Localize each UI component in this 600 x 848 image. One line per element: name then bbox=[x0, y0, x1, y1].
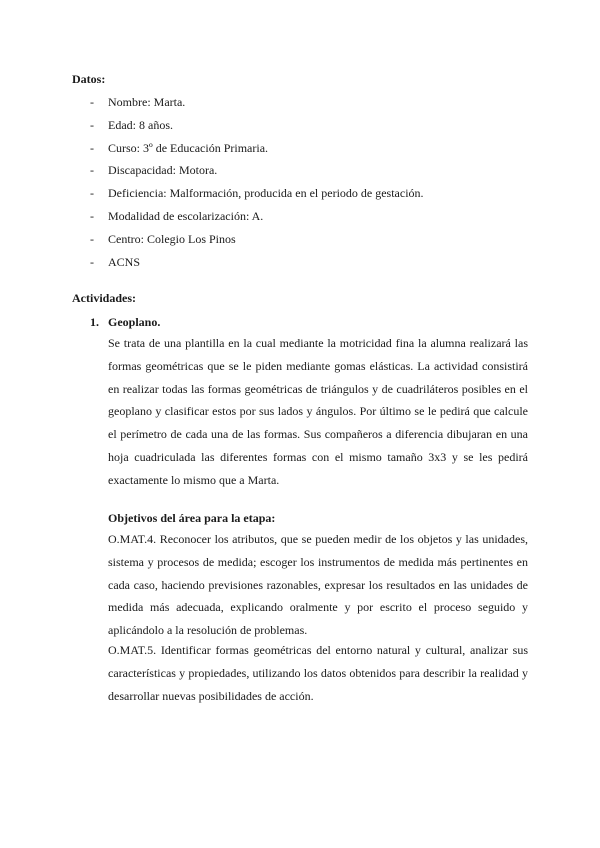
objetivo-omat4: O.MAT.4. Reconocer los atributos, que se pueden medir de los objetos y las unidades, sistema y procesos de medida; escoger los instrumentos de medida más pertinentes en cada caso, haciendo previsiones razonables, expresar los resultados en las unidades de medida más adecuada, explicando oralmente y por escrito el proceso seguido y aplicándolo a la resolución de problemas. bbox=[108, 532, 528, 638]
list-item-text: Modalidad de escolarización: A. bbox=[108, 208, 264, 223]
objetivos-heading: Objetivos del área para la etapa: bbox=[108, 511, 276, 525]
list-item-text: Edad: 8 años. bbox=[108, 117, 173, 132]
list-item-text: Nombre: Marta. bbox=[108, 95, 186, 109]
list-dash: - bbox=[90, 254, 94, 269]
list-item-text: ACNS bbox=[108, 254, 141, 269]
datos-heading: Datos: bbox=[72, 72, 106, 86]
list-item bbox=[90, 95, 424, 118]
objetivo-omat5: O.MAT.5. Identificar formas geométricas del entorno natural y cultural, analizar sus características y propiedades, utilizando los datos obtenidos para describir la realidad y desarrollar nuevas posibilidades de acción. bbox=[108, 643, 528, 703]
datos-list bbox=[90, 95, 424, 277]
list-item bbox=[90, 186, 424, 209]
list-item bbox=[90, 141, 424, 164]
activity-description: Se trata de una plantilla en la cual mediante la motricidad fina la alumna realizará las formas geométricas que se le piden mediante gomas elásticas. La actividad consistirá en realizar todas las formas geométricas de triángulos y de cuadriláteros posibles en el geoplano y clasificar estos por sus lados y ángulos. Por último se le pedirá que calcule el perímetro de cada una de las formas. Sus compañeros a diferencia dibujaran en una hoja cuadriculada las diferentes formas con el mismo tamaño 3x3 y se les pedirá exactamente lo mismo que a Marta. bbox=[108, 336, 528, 487]
list-dash: - bbox=[90, 231, 94, 246]
list-item-text: Curso: 3º de Educación Primaria. bbox=[108, 140, 269, 155]
list-dash: - bbox=[90, 140, 94, 155]
list-item bbox=[90, 255, 424, 278]
activity-name: Geoplano. bbox=[108, 315, 161, 329]
list-item bbox=[90, 118, 424, 141]
list-dash: - bbox=[90, 208, 94, 223]
list-item-text: Centro: Colegio Los Pinos bbox=[108, 231, 236, 246]
list-item-text: Deficiencia: Malformación, producida en el periodo de gestación. bbox=[108, 186, 424, 201]
list-item bbox=[90, 209, 424, 232]
actividades-heading: Actividades: bbox=[72, 291, 136, 305]
list-item bbox=[90, 232, 424, 255]
activity-number: 1. bbox=[90, 315, 99, 329]
list-dash: - bbox=[90, 95, 94, 109]
list-dash: - bbox=[90, 163, 94, 178]
list-item bbox=[90, 163, 424, 186]
list-dash: - bbox=[90, 117, 94, 132]
list-item-text: Discapacidad: Motora. bbox=[108, 163, 218, 178]
activity-title bbox=[90, 315, 160, 330]
list-dash: - bbox=[90, 186, 94, 201]
